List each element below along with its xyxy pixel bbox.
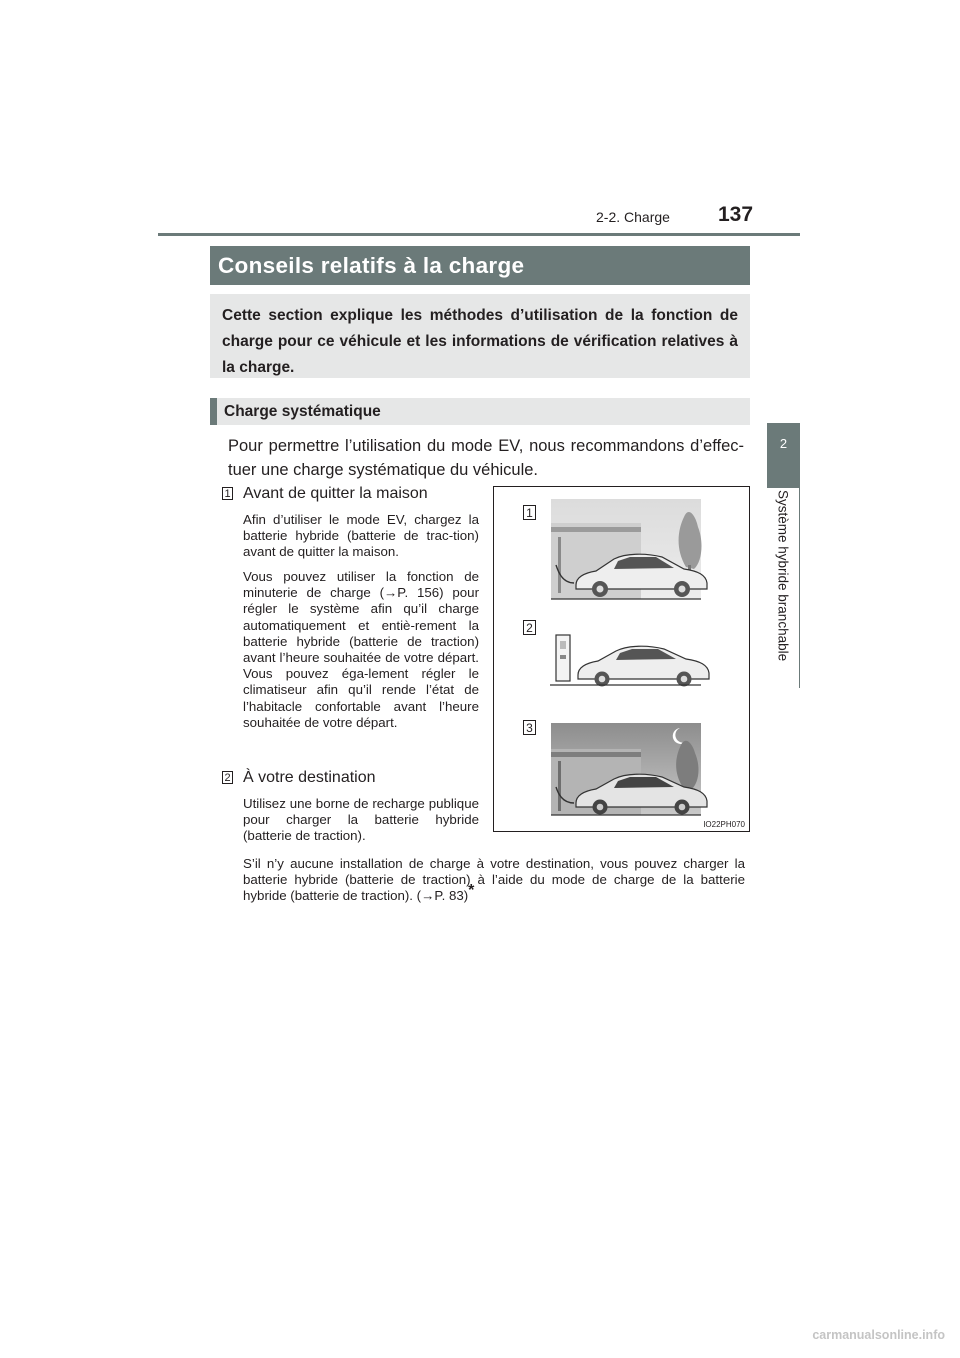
- item-1-paragraph-1: Afin d’utiliser le mode EV, chargez la batterie hybride (batterie de trac-tion) avant de quitter la maison.: [243, 512, 479, 560]
- running-header-section: 2-2. Charge: [596, 209, 670, 225]
- section-title: Conseils relatifs à la charge: [210, 246, 750, 285]
- item-2-paragraph-1: Utilisez une borne de recharge publique pour charger la batterie hybride (batterie de traction).: [243, 796, 479, 844]
- final-note: [243, 856, 745, 905]
- item-number-1: 1: [222, 487, 233, 500]
- scene-home-day: [551, 499, 707, 599]
- intro-box: Cette section explique les méthodes d’utilisation de la fonction de charge pour ce véhicule et les informations de vérification relatives à la charge.: [210, 294, 750, 378]
- figure-artwork: [494, 487, 749, 831]
- item-1-paragraph-2: Vous pouvez utiliser la fonction de minuterie de charge (→P. 156) pour régler le système afin qu’il charge automatiquement et entiè-rement la batterie hybride (batterie de traction) avant l’heure souhaitée de votre départ. Vous pouvez éga-lement régler le climatiseur afin qu’il rende l’état de l’habitacle confortable avant l’heure souhaitée de votre départ.: [243, 569, 479, 730]
- charging-illustration: [493, 486, 750, 832]
- final-note-text: S’il n’y aucune installation de charge à votre destination, vous pouvez charger la batterie hybride (batterie de traction) à l’aide du mode de charge de la batterie hybride (batterie de traction). (→P. 83): [243, 856, 745, 904]
- page-number: 137: [718, 203, 754, 226]
- subsection-title: Charge systématique: [210, 398, 750, 425]
- scene-home-night: [551, 723, 707, 815]
- figure-label-2: 2: [523, 620, 536, 635]
- car-icon: [578, 646, 709, 686]
- figure-code: IO22PH070: [703, 820, 745, 829]
- charger-icon: [556, 635, 570, 681]
- scene-public-charger: [550, 635, 709, 687]
- header-rule: [158, 233, 800, 236]
- figure-label-1: 1: [523, 505, 536, 520]
- item-number-2: 2: [222, 771, 233, 784]
- chapter-tab-rule: [799, 488, 800, 688]
- footnote-star: *: [468, 882, 475, 900]
- figure-label-3: 3: [523, 720, 536, 735]
- subsection-lead: Pour permettre l’utilisation du mode EV, nous recommandons d’effec-tuer une charge systématique du véhicule.: [228, 437, 744, 479]
- chapter-tab-number: 2: [779, 436, 788, 451]
- item-title-1: Avant de quitter la maison: [243, 485, 428, 502]
- chapter-tab-title: Système hybride branchable: [775, 490, 791, 662]
- chapter-tab: [767, 423, 800, 488]
- item-title-2: À votre destination: [243, 769, 376, 786]
- watermark[interactable]: carmanualsonline.info: [812, 1328, 945, 1342]
